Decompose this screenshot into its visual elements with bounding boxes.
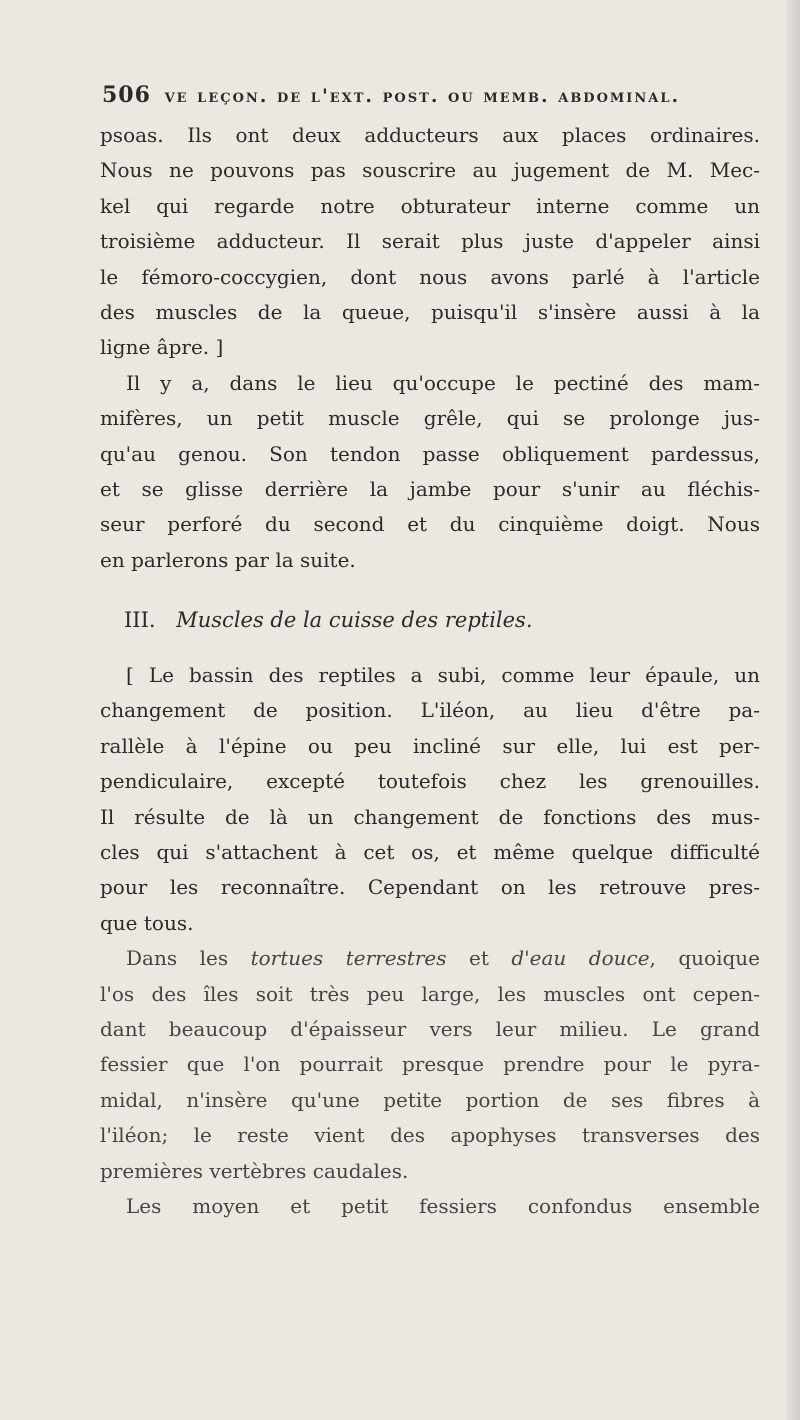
paragraph-3 (100, 658, 760, 941)
paragraph-5 (100, 1189, 760, 1224)
text-line: [ Le bassin des reptiles a subi, comme leur épaule, un (126, 663, 760, 688)
paragraph-2 (100, 366, 760, 578)
italic-term: d'eau douce (511, 946, 650, 971)
section-title: Muscles de la cuisse des reptiles. (176, 608, 533, 633)
text-line: pendiculaire, excepté toutefois chez les grenouilles. (100, 769, 760, 794)
text-line: ligne âpre. ] (100, 335, 224, 360)
text-line: Il y a, dans le lieu qu'occupe le pectiné des mam- (126, 370, 760, 395)
italic-term: tortues terrestres (250, 946, 447, 971)
text-line: pour les reconnaître. Cependant on les retrouve pres- (100, 875, 760, 900)
text-line: l'os des îles soit très peu large, les muscles ont cepen- (100, 981, 760, 1006)
text-line: dant beaucoup d'épaisseur vers leur milieu. Le grand (100, 1016, 760, 1041)
text-line: seur perforé du second et du cinquième doigt. Nous (100, 512, 760, 537)
page-edge-shadow (786, 0, 800, 1420)
text-line: en parlerons par la suite. (100, 547, 356, 572)
text-line: que tous. (100, 910, 194, 935)
section-number: III. (124, 608, 156, 633)
section-heading (100, 600, 760, 640)
text-line: Dans les tortues terrestres et d'eau douce, quoique (126, 946, 761, 971)
text-line: et se glisse derrière la jambe pour s'unir au fléchis- (100, 476, 760, 501)
text-line: Nous ne pouvons pas souscrire au jugement de M. Mec- (100, 158, 760, 183)
paragraph-4 (100, 941, 760, 1189)
text-line: l'iléon; le reste vient des apophyses transverses des (100, 1123, 760, 1148)
text-line: cles qui s'attachent à cet os, et même quelque difficulté (100, 840, 760, 865)
page-body (100, 118, 760, 1224)
text-line: psoas. Ils ont deux adducteurs aux places ordinaires. (100, 123, 760, 147)
text-line: qu'au genou. Son tendon passe obliquement pardessus, (100, 441, 760, 466)
text-line: troisième adducteur. Il serait plus juste d'appeler ainsi (100, 229, 760, 254)
running-header (102, 82, 762, 108)
text-line: premières vertèbres caudales. (100, 1158, 409, 1183)
text-line: midal, n'insère qu'une petite portion de ses fibres à (100, 1087, 760, 1112)
text-line: le fémoro-coccygien, dont nous avons parlé à l'article (100, 264, 760, 289)
page-number: 506 (102, 82, 151, 108)
text-line: Il résulte de là un changement de fonctions des mus- (100, 804, 760, 829)
running-title: ve leçon. de l'ext. post. ou memb. abdominal. (164, 85, 681, 107)
text-line: changement de position. L'iléon, au lieu d'être pa- (100, 698, 760, 723)
text-line: Les moyen et petit fessiers confondus ensemble (126, 1193, 760, 1218)
text-line: kel qui regarde notre obturateur interne comme un (100, 193, 760, 218)
text-line: mifères, un petit muscle grêle, qui se prolonge jus- (100, 406, 760, 431)
text-line: rallèle à l'épine ou peu incliné sur elle, lui est per- (100, 733, 760, 758)
text-line: des muscles de la queue, puisqu'il s'insère aussi à la (100, 299, 760, 324)
paragraph-1 (100, 118, 760, 366)
text-line: fessier que l'on pourrait presque prendre pour le pyra- (100, 1052, 760, 1077)
